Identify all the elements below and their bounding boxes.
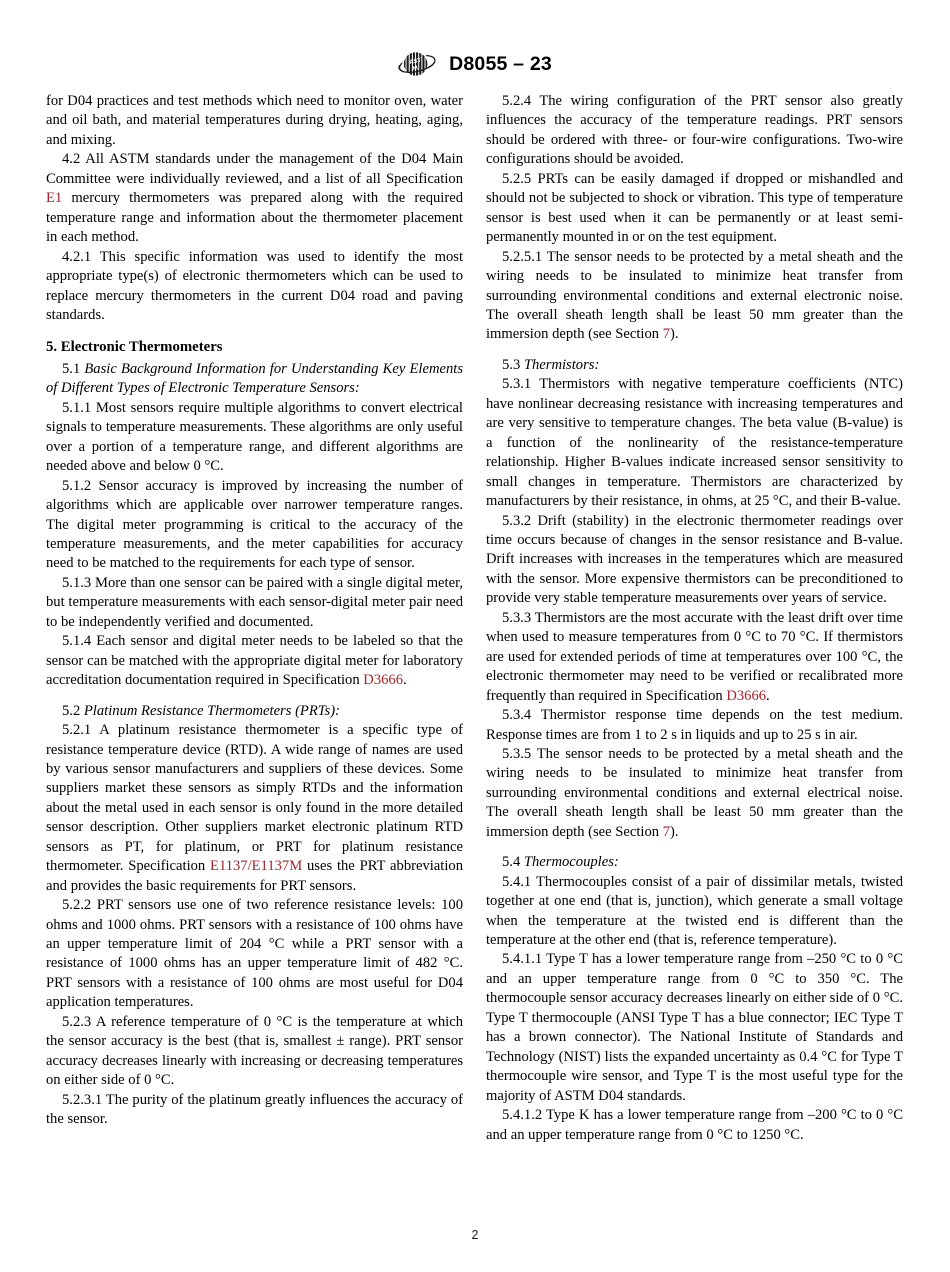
paragraph-5-2-5-1-text-b: ). [670, 326, 679, 343]
link-d3666[interactable]: D3666 [363, 672, 404, 689]
astm-logo-icon [398, 49, 438, 79]
paragraph-5-1-title: Basic Background Information for Understanding Key Elements of Different Types of Electronic Temperature Sensors: [46, 360, 463, 397]
link-d3666-second[interactable]: D3666 [726, 687, 767, 704]
paragraph-5-1-subheading [46, 360, 463, 399]
paragraph-5-1-3: 5.1.3 More than one sensor can be paired with a single digital meter, but temperature measurements with each sensor-digital meter pair need to be independently verified and documented. [46, 574, 463, 630]
paragraph-4-2-1: 4.2.1 This specific information was used to identify the most appropriate type(s) of electronic thermometers which can be used to replace mercury thermometers in the current D04 road and paving standards. [46, 248, 463, 323]
paragraph-5-2-4: 5.2.4 The wiring configuration of the PRT sensor also greatly influences the accuracy of the temperature readings. PRT sensors should be ordered with three- or four-wire configurations. Two-wire configurations should be avoided. [486, 93, 903, 168]
paragraph-5-3-3 [486, 609, 903, 706]
paragraph-5-3-number: 5.3 [502, 356, 524, 373]
paragraph-5-2-5-1-text-a: 5.2.5.1 The sensor needs to be protected by a metal sheath and the wiring needs to be insulated to minimize heat transfer from surrounding environmental conditions and external electronic noise. The overall sheath length shall be least 50 mm greater than the immersion depth (see Section [486, 248, 903, 343]
paragraph-5-4-number: 5.4 [502, 854, 524, 871]
paragraph-5-2-1-text-a: 5.2.1 A platinum resistance thermometer is a specific type of resistance temperature device (RTD). A wide range of names are used by various sensor manufacturers and suppliers of these devices. Some suppliers market these sensors as simply RTDs and the information about the metal used in each sensor is only found in the more detailed sensor description. Other suppliers market electronic platinum RTD sensors as PT, for platinum, or PRT for platinum resistance thermometer. Specification [46, 722, 463, 875]
paragraph-4-2 [46, 150, 463, 247]
paragraph-5-1-1: 5.1.1 Most sensors require multiple algorithms to convert electrical signals to temperature measurements. These algorithms are only useful over a portion of a temperature range, and different algorithms are needed above and below 0 °C. [46, 399, 463, 475]
paragraph-5-4-title: Thermocouples: [523, 854, 619, 871]
paragraph-5-3-5-text-b: ). [670, 823, 679, 840]
page-header [0, 44, 950, 84]
paragraph-5-1-4-text-a: 5.1.4 Each sensor and digital meter needs to be labeled so that the sensor can be matched with the appropriate digital meter for laboratory accreditation documentation required in Specification [46, 633, 463, 689]
paragraph-5-2-3: 5.2.3 A reference temperature of 0 °C is the temperature at which the sensor accuracy is the best (that is, smallest ± range). PRT sensor accuracy decreases linearly with increasing or decreasing temperatures on either side of 0 °C. [46, 1013, 463, 1089]
link-section-7-second[interactable]: 7 [662, 823, 671, 840]
page-number: 2 [471, 1228, 479, 1242]
section-heading-5: 5. Electronic Thermometers [46, 339, 223, 356]
paragraph-5-4-1-1: 5.4.1.1 Type T has a lower temperature range from –250 °C to 0 °C and an upper temperature range from 0 °C to 350 °C. The thermocouple sensor accuracy decreases linearly on either side of 0 °C. Type T thermocouple (ANSI Type T has a blue connector; IEC Type T has a brown connector). The National Institute of Standards and Technology (NIST) lists the expanded uncertainty as 0.4 °C for Type T thermocouple wire sensor, and Type T is the most useful type for the majority of ASTM D04 standards. [486, 951, 903, 1104]
paragraph-5-4-subheading [486, 842, 903, 872]
paragraph-5-3-subheading [486, 345, 903, 375]
paragraph-5-1-2: 5.1.2 Sensor accuracy is improved by increasing the number of algorithms which are applicable over narrower temperature ranges. The digital meter programming is critical to the accuracy of the temperature measurements, and the meter capabilities for accuracy need to be matched to the requirements for each type of sensor. [46, 477, 463, 572]
paragraph-5-3-2: 5.3.2 Drift (stability) in the electronic thermometer readings over time occurs because of changes in the sensor resistance and B-value. Drift increases with increases in the temperatures which are measured with the sensor. More expensive thermistors can be preconditioned to provide very stable temperature measurements over years of service. [486, 512, 903, 607]
paragraph-5-3-3-text-b: . [766, 687, 770, 704]
link-section-7[interactable]: 7 [662, 326, 671, 343]
paragraph-5-2-1 [46, 721, 463, 896]
paragraph-5-3-1: 5.3.1 Thermistors with negative temperature coefficients (NTC) have nonlinear decreasing resistance with increasing temperatures and are very sensitive to temperature changes. The beta value (B-value) is a function of the nonlinearity of the resistance-temperature relationship. Higher B-values indicate increased sensor sensitivity to small changes in temperature. Thermistors are characterized by manufacturers by their resistance, in ohms, at 25 °C, and their B-value. [486, 376, 903, 510]
paragraph-5-2-5: 5.2.5 PRTs can be easily damaged if dropped or mishandled and should not be subjected to shock or vibration. This type of temperature sensor is best used when it can be permanently or at least semi-permanently mounted in or on the test equipment. [486, 170, 903, 246]
paragraph-5-1-4 [46, 632, 463, 690]
link-e1137-e1137m[interactable]: E1137/E1137M [210, 858, 303, 875]
paragraph-5-2-2: 5.2.2 PRT sensors use one of two reference resistance levels: 100 ohms and 1000 ohms. PRT sensors with a resistance of 100 ohms have an upper temperature limit of 204 °C while a PRT sensor with a resistance of 1000 ohms has an upper temperature limit of 482 °C. PRT sensors with a resistance of 100 ohms are most useful for D04 application temperatures. [46, 897, 463, 1011]
paragraph-5-1-4-text-b: . [403, 672, 407, 689]
paragraph-5-2-subheading [46, 691, 463, 721]
paragraph-5-2-number: 5.2 [62, 702, 84, 719]
paragraph-continuation: for D04 practices and test methods which need to monitor oven, water and oil bath, and material temperatures during drying, heating, aging, and mixing. [46, 93, 463, 148]
paragraph-5-1-number: 5.1 [62, 360, 85, 377]
paragraph-5-2-5-1 [486, 248, 903, 345]
svg-text:AST: AST [409, 57, 422, 67]
paragraph-5-2-1-text-b: uses the PRT abbreviation and provides the basic requirements for PRT sensors. [46, 858, 463, 894]
paragraph-5-3-5-text-a: 5.3.5 The sensor needs to be protected by a metal sheath and the wiring needs to be insulated to minimize heat transfer from surrounding environmental conditions and external electrical noise. The overall sheath length shall be least 50 mm greater than the immersion depth (see Section [486, 745, 903, 840]
paragraph-5-3-title: Thermistors: [523, 356, 600, 373]
paragraph-5-3-3-text-a: 5.3.3 Thermistors are the most accurate with the least drift over time when used to measure temperatures from 0 °C to 70 °C. If thermistors are used for extended periods of time at temperatures over 100 °C, the electronic thermometer may need to be verified or recalibrated more frequently than required in Specification [486, 609, 903, 704]
paragraph-5-2-3-1: 5.2.3.1 The purity of the platinum greatly influences the accuracy of the sensor. [46, 1091, 463, 1128]
right-column [486, 92, 903, 1145]
paragraph-5-4-1-2: 5.4.1.2 Type K has a lower temperature range from –200 °C to 0 °C and an upper temperature range from 0 °C to 1250 °C. [486, 1107, 903, 1143]
left-column [46, 92, 463, 1145]
svg-text:M: M [412, 65, 419, 73]
paragraph-5-3-5 [486, 745, 903, 842]
paragraph-4-2-text-a: 4.2 All ASTM standards under the management of the D04 Main Committee were individually reviewed, and a list of all Specification [46, 151, 463, 187]
paragraph-5-3-4: 5.3.4 Thermistor response time depends on the test medium. Response times are from 1 to 2 s in liquids and up to 25 s in air. [486, 707, 903, 743]
paragraph-5-4-1: 5.4.1 Thermocouples consist of a pair of dissimilar metals, twisted together at one end (that is, junction), which generate a small voltage when the temperature at the twisted end is different than the temperature at the other end (that is, reference temperature). [486, 873, 903, 949]
page-footer [0, 1228, 950, 1242]
paragraph-5-2-title: Platinum Resistance Thermometers (PRTs): [83, 702, 340, 719]
body-columns [46, 92, 904, 1145]
paragraph-4-2-text-b: mercury thermometers was prepared along with the required temperature range and information about the thermometer placement in each method. [46, 190, 463, 246]
document-designation: D8055 – 23 [449, 52, 552, 75]
link-e1[interactable]: E1 [46, 190, 63, 207]
